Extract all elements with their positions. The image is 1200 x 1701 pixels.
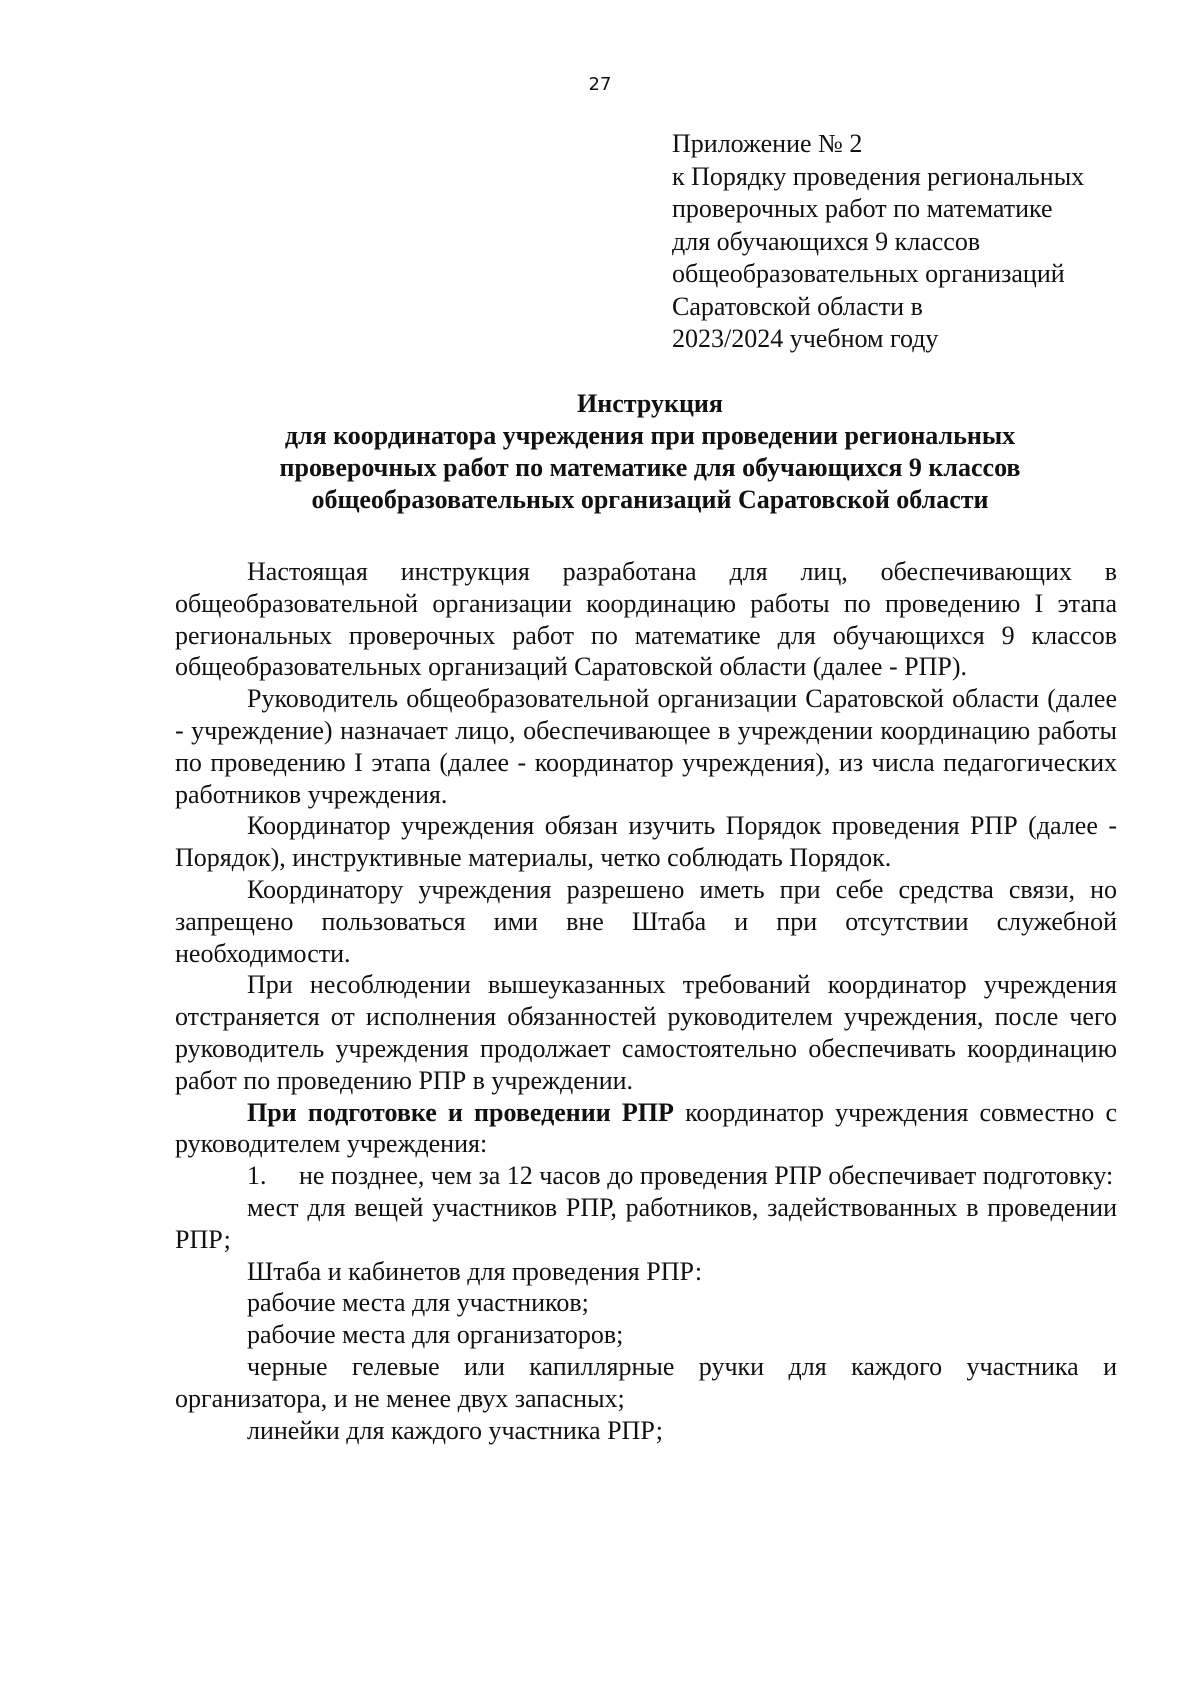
list-item-organizer-workplaces: рабочие места для организаторов; (247, 1320, 624, 1350)
paragraph-communication: Координатору учреждения разрешено иметь при себе средства связи, но запрещено пользоваться ими вне Штаба и при отсутствии служебной необходимости. (175, 874, 1117, 968)
preparation-bold-lead: При подготовке и проведении РПР (247, 1097, 674, 1127)
title-subtitle-line: для координатора учреждения при проведении региональных (284, 421, 1016, 450)
list-item-headquarters: Штаба и кабинетов для проведения РПР: (247, 1256, 703, 1286)
list-item-pens: черные гелевые или капиллярные ручки для каждого участника и организатора, и не менее двух запасных; (175, 1351, 1117, 1413)
paragraph-preparation (175, 1097, 1117, 1161)
paragraph-obligations: Координатор учреждения обязан изучить Порядок проведения РПР (далее - Порядок), инструктивные материалы, четко соблюдать Порядок. (175, 811, 1117, 873)
paragraph-violation: При несоблюдении вышеуказанных требований координатор учреждения отстраняется от исполнения обязанностей руководителем учреждения, после чего руководитель учреждения продолжает самостоятельно обеспечивать координацию работ по проведению РПР в учреждении. (175, 970, 1117, 1095)
list-item-1: 1. не позднее, чем за 12 часов до проведения РПР обеспечивает подготовку: (247, 1161, 1114, 1191)
page-number: 27 (588, 74, 612, 95)
list-item-rulers: линейки для каждого участника РПР; (247, 1415, 663, 1445)
appendix-line: общеобразовательных организаций (672, 259, 1065, 288)
title-subtitle-line: общеобразовательных организаций Саратовской области (311, 485, 989, 514)
paragraph-purpose: Настоящая инструкция разработана для лиц, обеспечивающих в общеобразовательной организации координацию работы по проведению I этапа региональных проверочных работ по математике для обучающихся 9 классов общеобразовательных организаций Саратовской области (далее - РПР). (175, 557, 1117, 682)
paragraph-appointment: Руководитель общеобразовательной организации Саратовской области (далее - учреждение) назначает лицо, обеспечивающее в учреждении координацию работы по проведению I этапа (далее - координатор учреждения), из числа педагогических работников учреждения. (175, 684, 1117, 809)
list-item-places: мест для вещей участников РПР, работников, задействованных в проведении РПР; (175, 1192, 1117, 1254)
list-item-participant-workplaces: рабочие места для участников; (247, 1288, 589, 1318)
document-title (0, 388, 1200, 516)
appendix-line: 2023/2024 учебном году (672, 324, 939, 353)
appendix-line: для обучающихся 9 классов (672, 226, 981, 256)
appendix-header (672, 128, 1142, 356)
appendix-line: к Порядку проведения региональных (672, 161, 1085, 191)
appendix-line: Приложение № 2 (672, 129, 863, 158)
preparation-rest: координатор учреждения совместно с руководителем учреждения: (175, 1097, 1117, 1159)
appendix-line: Саратовской области в (672, 291, 923, 321)
appendix-line: проверочных работ по математике (672, 194, 1053, 223)
title-heading: Инструкция (577, 389, 723, 418)
title-subtitle-line: проверочных работ по математике для обучающихся 9 классов (279, 453, 1021, 482)
document-body (175, 556, 1117, 1446)
